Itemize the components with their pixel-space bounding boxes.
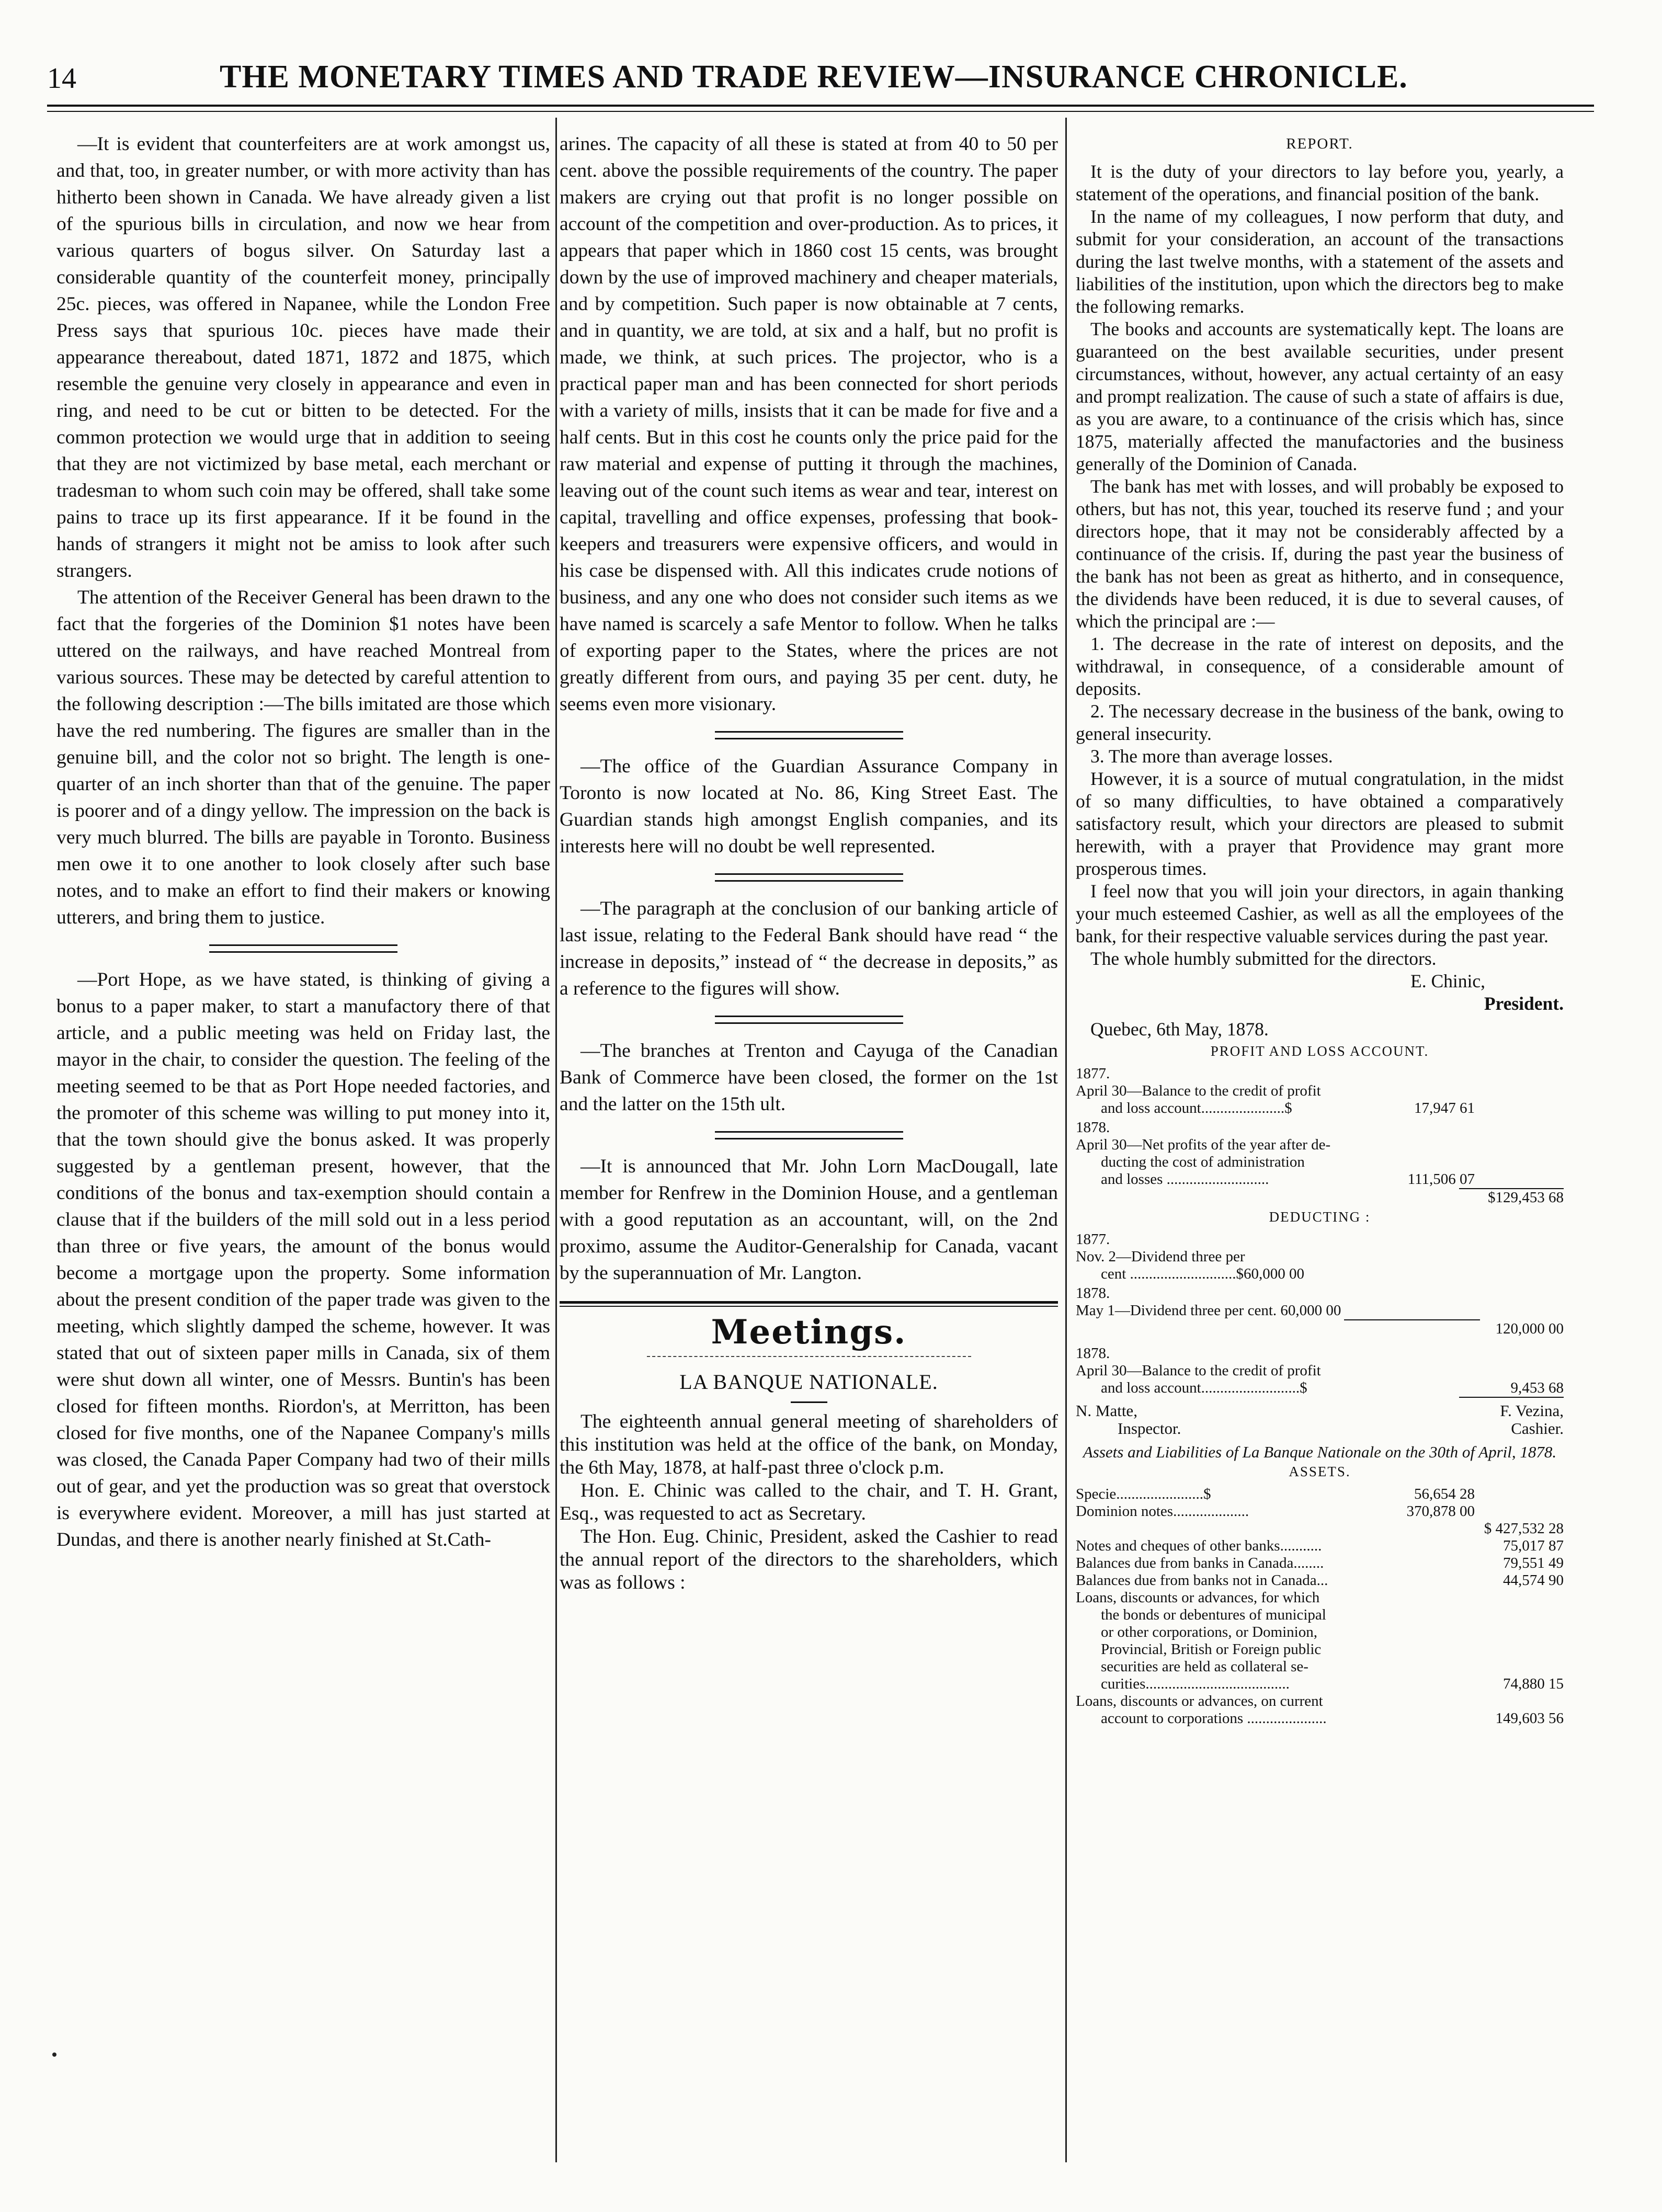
total-rule	[1459, 1397, 1564, 1398]
report-heading: REPORT.	[1286, 135, 1353, 152]
counterfeit-paragraph: —It is evident that counterfeiters are at work amongst us, and that, too, in greater number, or with more activity than has hitherto been shown in Canada. We have already given a list of the spurious bills in circulation, and now we hear from various quarters of bogus silver. On Saturday last a considerable quantity of the counterfeit money, principally 25c. pieces, was offered in Napanee, while the London Free Press says that spurious 10c. pieces have made their appearance thereabout, dated 1871, 1872 and 1875, which resemble the genuine very closely in appearance and even in ring, and need to be cut or bitten to be detected. For the common protection we would urge that in addition to seeing that they are not victimized by base metal, each merchant or tradesman to whom such coin may be offered, shall take some pains to trace up its first appearance. If it be found in the hands of strangers it might not be amiss to look after such strangers.	[56, 133, 550, 581]
article-separator	[715, 1016, 903, 1024]
asset-label: Balances due from banks in Canada........	[1076, 1555, 1324, 1571]
heading-ornament	[647, 1356, 971, 1357]
header-rule-thin	[47, 111, 1594, 112]
bank-heading: LA BANQUE NATIONALE.	[679, 1370, 938, 1394]
asset-label: Dominion notes....................	[1076, 1503, 1249, 1520]
signer-name: E. Chinic,	[1410, 971, 1485, 991]
macdougall-paragraph: —It is announced that Mr. John Lorn MacDougall, late member for Renfrew in the Dominion House, and a gentleman with a good reputation as an accountant, will, on the 2nd proximo, assume the Auditor-Generalship for Canada, vacant by the superannuation of Mr. Langton.	[560, 1156, 1058, 1284]
section-rule	[560, 1301, 1058, 1304]
article-separator	[715, 1131, 903, 1139]
article-separator	[209, 944, 397, 953]
column-3	[1076, 131, 1564, 1727]
inspector-title: Inspector.	[1118, 1419, 1181, 1438]
asset-label: Notes and cheques of other banks...........	[1076, 1537, 1322, 1554]
meetings-heading: Meetings.	[711, 1313, 907, 1352]
pl-heading: PROFIT AND LOSS ACCOUNT.	[1210, 1043, 1429, 1059]
page-number: 14	[47, 62, 76, 95]
column-divider	[555, 118, 557, 2162]
cashier-title: Cashier.	[1511, 1419, 1564, 1438]
asset-label: Specie.......................$	[1076, 1486, 1211, 1502]
report-paragraph: I feel now that you will join your directors, in again thanking your much esteemed Cashier, as well as all the employees of the bank, for their respective valuable services during the past year.	[1076, 881, 1564, 947]
report-paragraph: It is the duty of your directors to lay before you, yearly, a statement of the operations, and financial position of the bank.	[1076, 161, 1564, 204]
deducting-heading: DEDUCTING :	[1269, 1209, 1371, 1225]
asset-value: 44,574 90	[1503, 1572, 1564, 1589]
ded-row-label: cent ............................$60,000 00	[1101, 1265, 1305, 1282]
asset-value: 74,880 15	[1503, 1675, 1564, 1692]
asset-value: 75,017 87	[1503, 1537, 1564, 1554]
federal-bank-paragraph: —The paragraph at the conclusion of our banking article of last issue, relating to the Federal Bank should have read “ the increase in deposits,” instead of “ the decrease in deposits,” as a reference to the figures will show.	[560, 898, 1058, 999]
report-paragraph: In the name of my colleagues, I now perform that duty, and submit for your consideration, an account of the transactions during the last twelve months, with a statement of the assets and liabilities of the institution, upon which the directors beg to make the following remarks.	[1076, 206, 1564, 317]
place-date: Quebec, 6th May, 1878.	[1090, 1019, 1269, 1040]
inspector-name: N. Matte,	[1076, 1401, 1137, 1420]
asset-value: 79,551 49	[1503, 1555, 1564, 1571]
report-paragraph: The bank has met with losses, and will probably be exposed to others, but has not, this year, touched its reserve fund ; and your directors hope, that it may not be considerably affected by a continuance of the crisis. If, during the past year the business of the bank has not been as great as hitherto, and in consequence, the dividends have been reduced, it is due to several causes, of which the principal are :—	[1076, 476, 1564, 632]
column-1	[56, 131, 550, 1553]
pl-row-label: April 30—Balance to the credit of profit	[1076, 1082, 1321, 1099]
asset-label: or other corporations, or Dominion,	[1101, 1624, 1317, 1640]
asset-subtotal: $ 427,532 28	[1484, 1520, 1564, 1537]
pl-row-label: and loss account......................$	[1101, 1100, 1292, 1116]
pl-row-value: 17,947 61	[1414, 1100, 1475, 1116]
report-paragraph: 1. The decrease in the rate of interest on deposits, and the withdrawal, in consequence, of a considerable amount of deposits.	[1076, 633, 1564, 699]
report-paragraph: However, it is a source of mutual congratulation, in the midst of so many difficulties, to have obtained a comparatively satisfactory result, which your directors are pleased to submit herewith, with a prayer that Providence may grant more prosperous times.	[1076, 768, 1564, 879]
port-hope-paragraph: —Port Hope, as we have stated, is thinking of giving a bonus to a paper maker, to start a manufactory there of that article, and a public meeting was held on Friday last, the mayor in the chair, to consider the question. The feeling of the meeting seemed to be that as Port Hope needed factories, and the promoter of this scheme was willing to put money into it, that the town should give the bonus asked. It was properly suggested by a gentleman present, however, that the conditions of the bonus and tax-exemption should contain a clause that if the builders of the mill sold out in a less period than three or five years, the amount of the bonus would become a mortgage upon the property. Some information about the present condition of the paper trade was given to the meeting, which slightly damped the scheme, however. It was stated that out of sixteen paper mills in Canada, six of them were shut down all winter, one of Messrs. Buntin's has been closed for fifteen months. Riordon's, at Merritton, has been closed for five months, one of the Napanee Company's mills was closed, the Canada Paper Company had two of their mills out of gear, and yet the production was so great that overstock is everywhere evident. Moreover, a mill has just started at Dundas, and there is another nearly finished at St.Cath-	[56, 969, 550, 1550]
ded-year: 1878.	[1076, 1285, 1110, 1302]
bal-row-label: April 30—Balance to the credit of profit	[1076, 1362, 1321, 1379]
pl-year: 1877.	[1076, 1065, 1110, 1082]
assets-heading: ASSETS.	[1289, 1464, 1351, 1479]
column-divider	[1065, 118, 1067, 2162]
article-separator	[715, 873, 903, 882]
asset-label: Balances due from banks not in Canada...	[1076, 1572, 1328, 1589]
pl-row-label: ducting the cost of administration	[1101, 1154, 1305, 1170]
officers-signatures	[1076, 1402, 1564, 1420]
asset-value: 370,878 00	[1406, 1503, 1475, 1520]
report-paragraph: 3. The more than average losses.	[1090, 746, 1333, 767]
asset-value: 56,654 28	[1414, 1486, 1475, 1502]
guardian-paragraph: —The office of the Guardian Assurance Company in Toronto is now located at No. 86, King Street East. The Guardian stands high amongst English companies, and its interests here will no doubt be well represented.	[560, 756, 1058, 857]
meeting-paragraph: The Hon. Eug. Chinic, President, asked the Cashier to read the annual report of the directors to the shareholders, which was as follows :	[560, 1526, 1058, 1593]
assets-table	[1076, 1463, 1564, 1727]
page-header	[47, 59, 1589, 98]
asset-label: Loans, discounts or advances, for which	[1076, 1589, 1320, 1606]
receiver-general-paragraph: The attention of the Receiver General has been drawn to the fact that the forgeries of the Dominion $1 notes have been uttered on the railways, and have reached Montreal from various sources. These may be detected by careful attention to the following description :—The bills imitated are those which have the red numbering. The figures are smaller than in the genuine bill, and the color not so bright. The length is one-quarter of an inch shorter than that of the genuine. The paper is poorer and of a dingy yellow. The impression on the back is very much blurred. The bills are payable in Toronto. Business men owe it to one another to look closely after such base notes, and to make an effort to find their makers or knowing utterers, and bring them to justice.	[56, 587, 550, 928]
ded-row-label: Nov. 2—Dividend three per	[1076, 1248, 1245, 1265]
publication-title: THE MONETARY TIMES AND TRADE REVIEW—INSURANCE CHRONICLE.	[220, 59, 1408, 95]
column-2	[560, 131, 1058, 1594]
report-paragraph: The whole humbly submitted for the directors.	[1090, 948, 1437, 969]
cashier-name: F. Vezina,	[1500, 1401, 1564, 1420]
signer-title: President.	[1484, 993, 1564, 1014]
bal-year: 1878.	[1076, 1345, 1110, 1362]
margin-mark	[52, 2053, 56, 2057]
pl-total: $129,453 68	[1488, 1189, 1564, 1206]
section-rule-thin	[560, 1306, 1058, 1307]
pl-row-value: 111,506 07	[1407, 1171, 1475, 1188]
paper-trade-continuation: arines. The capacity of all these is stated at from 40 to 50 per cent. above the possible requirements of the country. The paper makers are crying out that profit is no longer possible on account of the competition and over-production. As to prices, it appears that paper which in 1860 cost 15 cents, was brought down by the use of improved machinery and cheaper materials, and by competition. Such paper is now obtainable at 7 cents, and in quantity, we are told, at six and a half, but no profit is made, we think, at such prices. The projector, who is a practical paper man and has been connected for short periods with a variety of mills, insists that it can be made for five and a half cents. But in this cost he counts only the price paid for the raw material and expense of putting it through the machines, leaving out of the count such items as wear and tear, interest on capital, travelling and office expenses, professing that book-keepers and treasurers were expensive officers, and would in his case be dispensed with. All this indicates crude notions of business, and any one who does not consider such items as we have named is scarcely a safe Mentor to follow. When he talks of exporting paper to the States, where the prices are not greatly different from ours, and paying 35 per cent. duty, he seems even more visionary.	[560, 133, 1058, 715]
asset-label: Loans, discounts or advances, on current	[1076, 1693, 1323, 1709]
asset-label: securities are held as collateral se-	[1101, 1658, 1308, 1675]
heading-dash	[791, 1401, 827, 1403]
report-paragraph: The books and accounts are systematically kept. The loans are guaranteed on the best available securities, under present circumstances, without, however, any actual certainty of an easy and prompt realization. The cause of such a state of affairs is due, as you are aware, to a continuance of the crisis which has, since 1875, materially affected the manufactories and the business generally of the Dominion of Canada.	[1076, 318, 1564, 474]
pl-row-label: and losses ...........................	[1101, 1171, 1269, 1188]
report-paragraph: 2. The necessary decrease in the business of the bank, owing to general insecurity.	[1076, 701, 1564, 744]
branches-paragraph: —The branches at Trenton and Cayuga of the Canadian Bank of Commerce have been closed, the former on the 1st and the latter on the 15th ult.	[560, 1040, 1058, 1115]
meeting-paragraph: Hon. E. Chinic was called to the chair, and T. H. Grant, Esq., was requested to act as Secretary.	[560, 1480, 1058, 1524]
officers-titles	[1076, 1420, 1564, 1438]
pl-year: 1878.	[1076, 1119, 1110, 1136]
pl-row-label: April 30—Net profits of the year after de-	[1076, 1136, 1331, 1153]
bal-value: 9,453 68	[1510, 1379, 1564, 1396]
ded-total: 120,000 00	[1495, 1320, 1564, 1337]
asset-label: the bonds or debentures of municipal	[1101, 1606, 1326, 1623]
ded-year: 1877.	[1076, 1231, 1110, 1248]
asset-label: Provincial, British or Foreign public	[1101, 1641, 1322, 1658]
asset-value: 149,603 56	[1495, 1710, 1564, 1727]
meeting-paragraph: The eighteenth annual general meeting of shareholders of this institution was held at the office of the bank, on Monday, the 6th May, 1878, at half-past three o'clock p.m.	[560, 1411, 1058, 1478]
bal-row-label: and loss account..........................$	[1101, 1379, 1307, 1396]
asset-label: curities......................................	[1101, 1675, 1290, 1692]
article-separator	[715, 731, 903, 739]
header-rule	[47, 105, 1594, 107]
profit-loss-account	[1076, 1043, 1564, 1398]
ded-row-label: May 1—Dividend three per cent. 60,000 00	[1076, 1302, 1341, 1319]
asset-label: account to corporations .....................	[1101, 1710, 1327, 1727]
assets-liabilities-title: Assets and Liabilities of La Banque Nationale on the 30th of April, 1878.	[1083, 1443, 1557, 1461]
